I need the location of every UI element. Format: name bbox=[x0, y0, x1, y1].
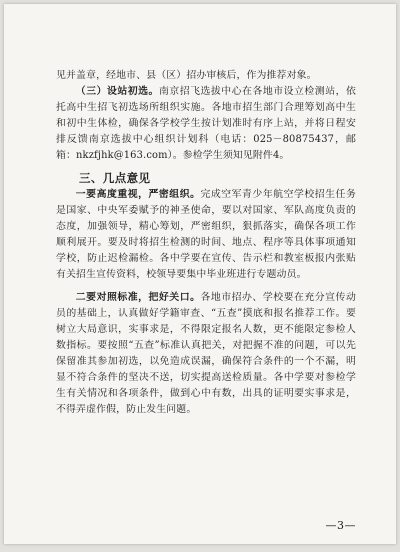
paragraph-heading: （三）设站初选。 bbox=[75, 86, 159, 97]
paragraph-station-selection bbox=[56, 84, 356, 164]
page-number: —3— bbox=[325, 519, 356, 532]
paragraph-opinion-1 bbox=[56, 187, 356, 283]
document-body bbox=[56, 68, 356, 418]
paragraph-opinion-2 bbox=[56, 290, 356, 418]
document-page bbox=[4, 4, 396, 544]
paragraph-continued bbox=[56, 68, 356, 84]
paragraph-heading: 二要对照标准，把好关口。 bbox=[75, 292, 201, 303]
section-heading: 三、几点意见 bbox=[79, 171, 151, 185]
paragraph-heading: 一要高度重视，严密组织。 bbox=[75, 189, 201, 200]
paragraph-text: 南京招飞选拔中心在各地市设立检测站，依托高中生招飞初选场所组织实施。各地市招生部门合理筹划高中生和初中生体检，确保各学校学生按计划准时有序上站，并将日程安排反馈南京选拔中心组织计划科（电话：025－80875437，邮箱：nkzfjhk@163.com）。参检学生须知见附件4。 bbox=[56, 86, 357, 161]
paragraph-text: 完成空军青少年航空学校招生任务是国家、中央军委赋予的神圣使命，要以对国家、军队高度负责的态度，加强领导，精心筹划，严密组织，狠抓落实，确保各项工作顺利展开。要及时将招生检测的时间、地点、程序等具体事项通知学校，防止迟检漏检。各中学要在宣传、告示栏和教室板报内张贴有关招生宣传资料，校领导要集中毕业班进行专题动员。 bbox=[56, 189, 356, 280]
spacer bbox=[56, 283, 356, 290]
paragraph-text: 见并盖章，经地市、县（区）招办审核后，作为推荐对象。 bbox=[56, 70, 317, 81]
paragraph-text: 各地市招办、学校要在充分宣传动员的基础上，认真做好学籍审查、“五查”摸底和报名推荐工作。要树立大局意识，实事求是，不得限定报名人数，更不能限定参检人数指标。要按照“五查”标准认真把关，对把握不准的问题，可以先保留准其参加初选，以免造成误漏，确保符合条件的一个不漏，明显不符合条件的坚决不送，切实提高送检质量。各中学要对参检学生有关情况和各项条件，做到心中有数，出具的证明要实事求是，不得弄虚作假，防止发生问题。 bbox=[56, 292, 356, 415]
